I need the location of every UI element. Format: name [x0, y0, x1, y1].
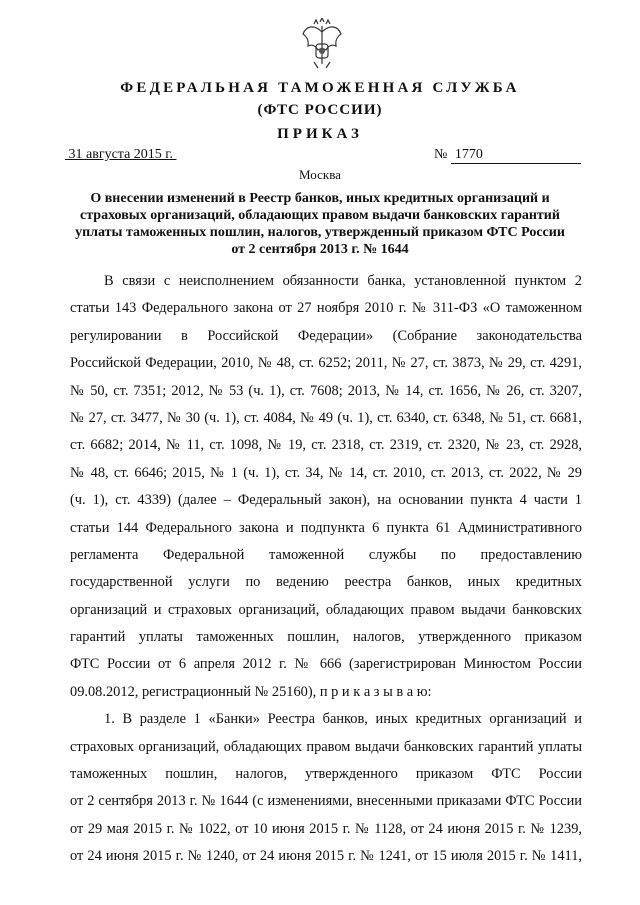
title-line: О внесении изменений в Реестр банков, иных кредитных организаций и	[90, 191, 550, 206]
body-line: от 2 сентября 2013 г. № 1644 (с изменениями, внесенными приказами ФТС России	[70, 793, 582, 810]
russian-coat-of-arms-emblem	[300, 18, 344, 70]
document-title	[70, 190, 570, 258]
title-line: страховых организаций, обладающих правом выдачи банковских гарантий	[80, 208, 560, 223]
number-value: 1770	[451, 147, 581, 164]
document-body	[70, 268, 582, 871]
body-line: статьи 144 Федерального закона и подпункта 6 пункта 61 Административного	[70, 519, 582, 536]
body-line: от 29 мая 2015 г. № 1022, от 10 июня 2015 г. № 1128, от 24 июня 2015 г. № 1239,	[70, 820, 582, 837]
body-line: ст. 6682; 2014, № 11, ст. 1098, № 19, ст. 2318, ст. 2319, ст. 2320, № 23, ст. 2928,	[70, 437, 582, 454]
body-line: ФТС России от 6 апреля 2012 г. № 666 (зарегистрирован Минюстом России	[70, 656, 582, 673]
body-line: страховых организаций, обладающих правом выдачи банковских гарантий уплаты	[70, 738, 582, 755]
body-line: организаций и страховых организаций, обладающих правом выдачи банковских	[70, 601, 582, 618]
body-line: от 24 июня 2015 г. № 1240, от 24 июня 2015 г. № 1241, от 15 июля 2015 г. № 1411,	[70, 848, 582, 865]
number-sign: №	[434, 147, 448, 162]
body-line: № 27, ст. 3477, № 30 (ч. 1), ст. 4084, № 49 (ч. 1), ст. 6340, ст. 6348, № 51, ст. 6681,	[70, 409, 582, 426]
body-line: регламента Федеральной таможенной службы по предоставлению	[70, 546, 582, 563]
order-date: 31 августа 2015 г.	[65, 147, 177, 162]
body-line: (ч. 1), ст. 4339) (далее – Федеральный закон), на основании пункта 4 части 1	[70, 492, 582, 509]
agency-name: ФЕДЕРАЛЬНАЯ ТАМОЖЕННАЯ СЛУЖБА	[120, 80, 520, 96]
document-type: ПРИКАЗ	[277, 126, 363, 142]
body-line: № 48, ст. 6646; 2015, № 1 (ч. 1), ст. 34, № 14, ст. 2010, ст. 2013, ст. 2022, № 29	[70, 464, 582, 481]
body-line: гарантий уплаты таможенных пошлин, налогов, утвержденного приказом	[70, 629, 582, 646]
city: Москва	[299, 167, 341, 182]
body-line: Российской Федерации, 2010, № 48, ст. 6252; 2011, № 27, ст. 3873, № 29, ст. 4291,	[70, 355, 582, 372]
body-line: таможенных пошлин, налогов, утвержденного приказом ФТС России	[70, 766, 582, 783]
body-line: В связи с неисполнением обязанности банка, установленной пунктом 2	[104, 273, 582, 289]
body-line: статьи 143 Федерального закона от 27 ноября 2010 г. № 311-ФЗ «О таможенном	[70, 300, 582, 317]
body-line: регулировании в Российской Федерации» (Собрание законодательства	[70, 327, 582, 344]
body-line: 09.08.2012, регистрационный № 25160), п р и к а з ы в а ю:	[70, 683, 432, 700]
order-number	[434, 147, 581, 164]
body-line: 1. В разделе 1 «Банки» Реестра банков, иных кредитных организаций и	[104, 711, 582, 728]
agency-short-name: (ФТС РОССИИ)	[257, 102, 383, 118]
body-line: государственной услуги по ведению реестра банков, иных кредитных	[70, 574, 582, 591]
body-line: № 50, ст. 7351; 2012, № 53 (ч. 1), ст. 7608; 2013, № 14, ст. 1656, № 26, ст. 3207,	[70, 382, 582, 399]
title-line: от 2 сентября 2013 г. № 1644	[231, 242, 409, 257]
title-line: уплаты таможенных пошлин, налогов, утвержденный приказом ФТС России	[75, 225, 565, 240]
